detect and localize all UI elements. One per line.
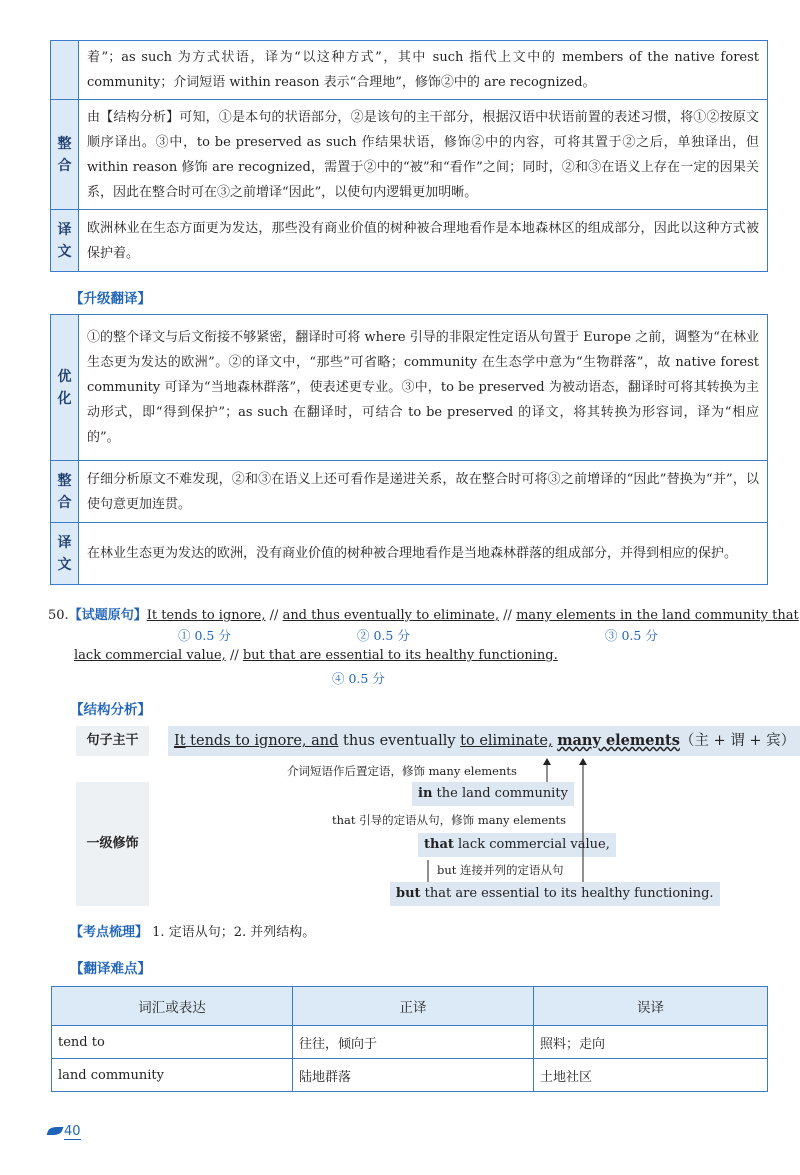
optimize-text: ①的整个译文与后文衔接不够紧密，翻译时可将 where 引导的非限定性定语从句置于 Europe 之前，调整为“在林业生态更为发达的欧洲”。②的译文中，“那些”可省略；community 在生态学中意为“生物群落”，故 native forest community 可译为“当地森林群落”，使表述更专业。③中，to be preserved 为被动语态，翻译时可将其转换为主动形式，即“得到保护”；as such 在翻译时，可结合 to be preserved 的译文，将其转换为形容词，译为“相应的”。	[79, 315, 768, 461]
exam-points-title: 【考点梳理】	[70, 925, 149, 940]
main-object: many elements	[557, 732, 680, 749]
q50-segment-3b: lack commercial value,	[74, 648, 226, 663]
column-header-correct: 正译	[293, 987, 534, 1026]
label-translation: 译 文	[51, 210, 79, 272]
exam-points-text: 1. 定语从句；2. 并列结构。	[152, 925, 316, 940]
page-number: 40	[64, 1124, 81, 1139]
cell-expression: land community	[52, 1059, 293, 1092]
main-predicate-1: tends to ignore, and	[185, 733, 339, 749]
label-main-clause: 句子主干	[76, 726, 149, 756]
phrase3-keyword: but	[396, 886, 421, 901]
phrase2-keyword: that	[424, 837, 454, 852]
q50-separator-2: //	[503, 608, 512, 623]
q50-score-1: ① 0.5 分	[178, 628, 231, 643]
main-adverb: thus eventually	[338, 733, 461, 749]
cell-wrong: 土地社区	[534, 1059, 768, 1092]
q50-score-2: ② 0.5 分	[357, 628, 410, 643]
cell-expression: tend to	[52, 1026, 293, 1059]
note-that-clause: that 引导的定语从句，修饰 many elements	[332, 813, 567, 827]
q50-segment-3: many elements in the land community that	[516, 608, 799, 623]
note-but-clause: but 连接并列的定语从句	[437, 863, 564, 877]
main-subject: It	[174, 733, 186, 749]
page-leaf-icon	[47, 1127, 64, 1135]
main-predicate-2: to eliminate,	[460, 733, 553, 749]
label-optimize: 优 化	[51, 315, 79, 461]
cell-correct: 往往，倾向于	[293, 1026, 534, 1059]
phrase1-keyword: in	[418, 786, 433, 801]
q50-segment-1: It tends to ignore,	[146, 608, 266, 623]
table-row	[52, 1026, 768, 1059]
note-prep-phrase: 介词短语作后置定语，修饰 many elements	[287, 764, 517, 778]
phrase3-text: that are essential to its healthy functioning.	[420, 886, 714, 901]
q50-number: 50.	[48, 608, 69, 623]
page-footer	[48, 1124, 81, 1139]
structure-title: 【结构分析】	[70, 702, 151, 718]
table-row	[52, 1059, 768, 1092]
integrate-text-2: 仔细分析原文不难发现，②和③在语义上还可看作是递进关系，故在整合时可将③之前增译的“因此”替换为“并”，以使句意更加连贯。	[79, 461, 768, 523]
main-pattern: （主 + 谓 + 宾）	[679, 733, 796, 749]
label-translation-2: 译 文	[51, 523, 79, 585]
phrase1-text: the land community	[432, 786, 568, 801]
phrase2-text: lack commercial value,	[453, 837, 610, 852]
q50-separator-3: //	[229, 648, 239, 663]
exam-points	[70, 921, 315, 940]
difficulties-title: 【翻译难点】	[70, 961, 151, 977]
analysis-row-text: 着”；as such 为方式状语，译为“以这种方式”，其中 such 指代上文中的 members of the native forest community；介词短语 within reason 表示“合理地”，修饰②中的 are recognized。	[79, 41, 768, 100]
q50-tag: 【试题原句】	[68, 608, 147, 623]
q50-score-3: ③ 0.5 分	[605, 628, 658, 643]
q50-score-4: ④ 0.5 分	[332, 671, 385, 686]
column-header-wrong: 误译	[534, 987, 768, 1026]
label-integrate: 整 合	[51, 100, 79, 210]
label-first-modifier: 一级修饰	[76, 782, 149, 906]
translation-text: 欧洲林业在生态方面更为发达，那些没有商业价值的树种被合理地看作是本地森林区的组成部分，因此以这种方式被保护着。	[79, 210, 768, 272]
label-integrate-2: 整 合	[51, 461, 79, 523]
translation-text-2: 在林业生态更为发达的欧洲，没有商业价值的树种被合理地看作是当地森林群落的组成部分，并得到相应的保护。	[79, 523, 768, 585]
cell-correct: 陆地群落	[293, 1059, 534, 1092]
integrate-text: 由【结构分析】可知，①是本句的状语部分，②是该句的主干部分，根据汉语中状语前置的表述习惯，将①②按原文顺序译出。③中，to be preserved as such 作结果状语，修饰②中的内容，可将其置于②之后，单独译出，但 within reason 修饰 are recognized，需置于②中的“被”和“看作”之间；同时，②和③在语义上存在一定的因果关系，因此在整合时可在③之前增译“因此”，以使句内逻辑更加明晰。	[79, 100, 768, 210]
cell-wrong: 照料；走向	[534, 1026, 768, 1059]
q50-segment-4: but that are essential to its healthy functioning.	[242, 648, 558, 663]
upgrade-title: 【升级翻译】	[70, 291, 151, 307]
column-header-expression: 词汇或表达	[52, 987, 293, 1026]
q50-separator-1: //	[269, 608, 279, 623]
difficulties-table	[51, 986, 768, 1092]
q50-segment-2: and thus eventually to eliminate,	[282, 608, 500, 623]
